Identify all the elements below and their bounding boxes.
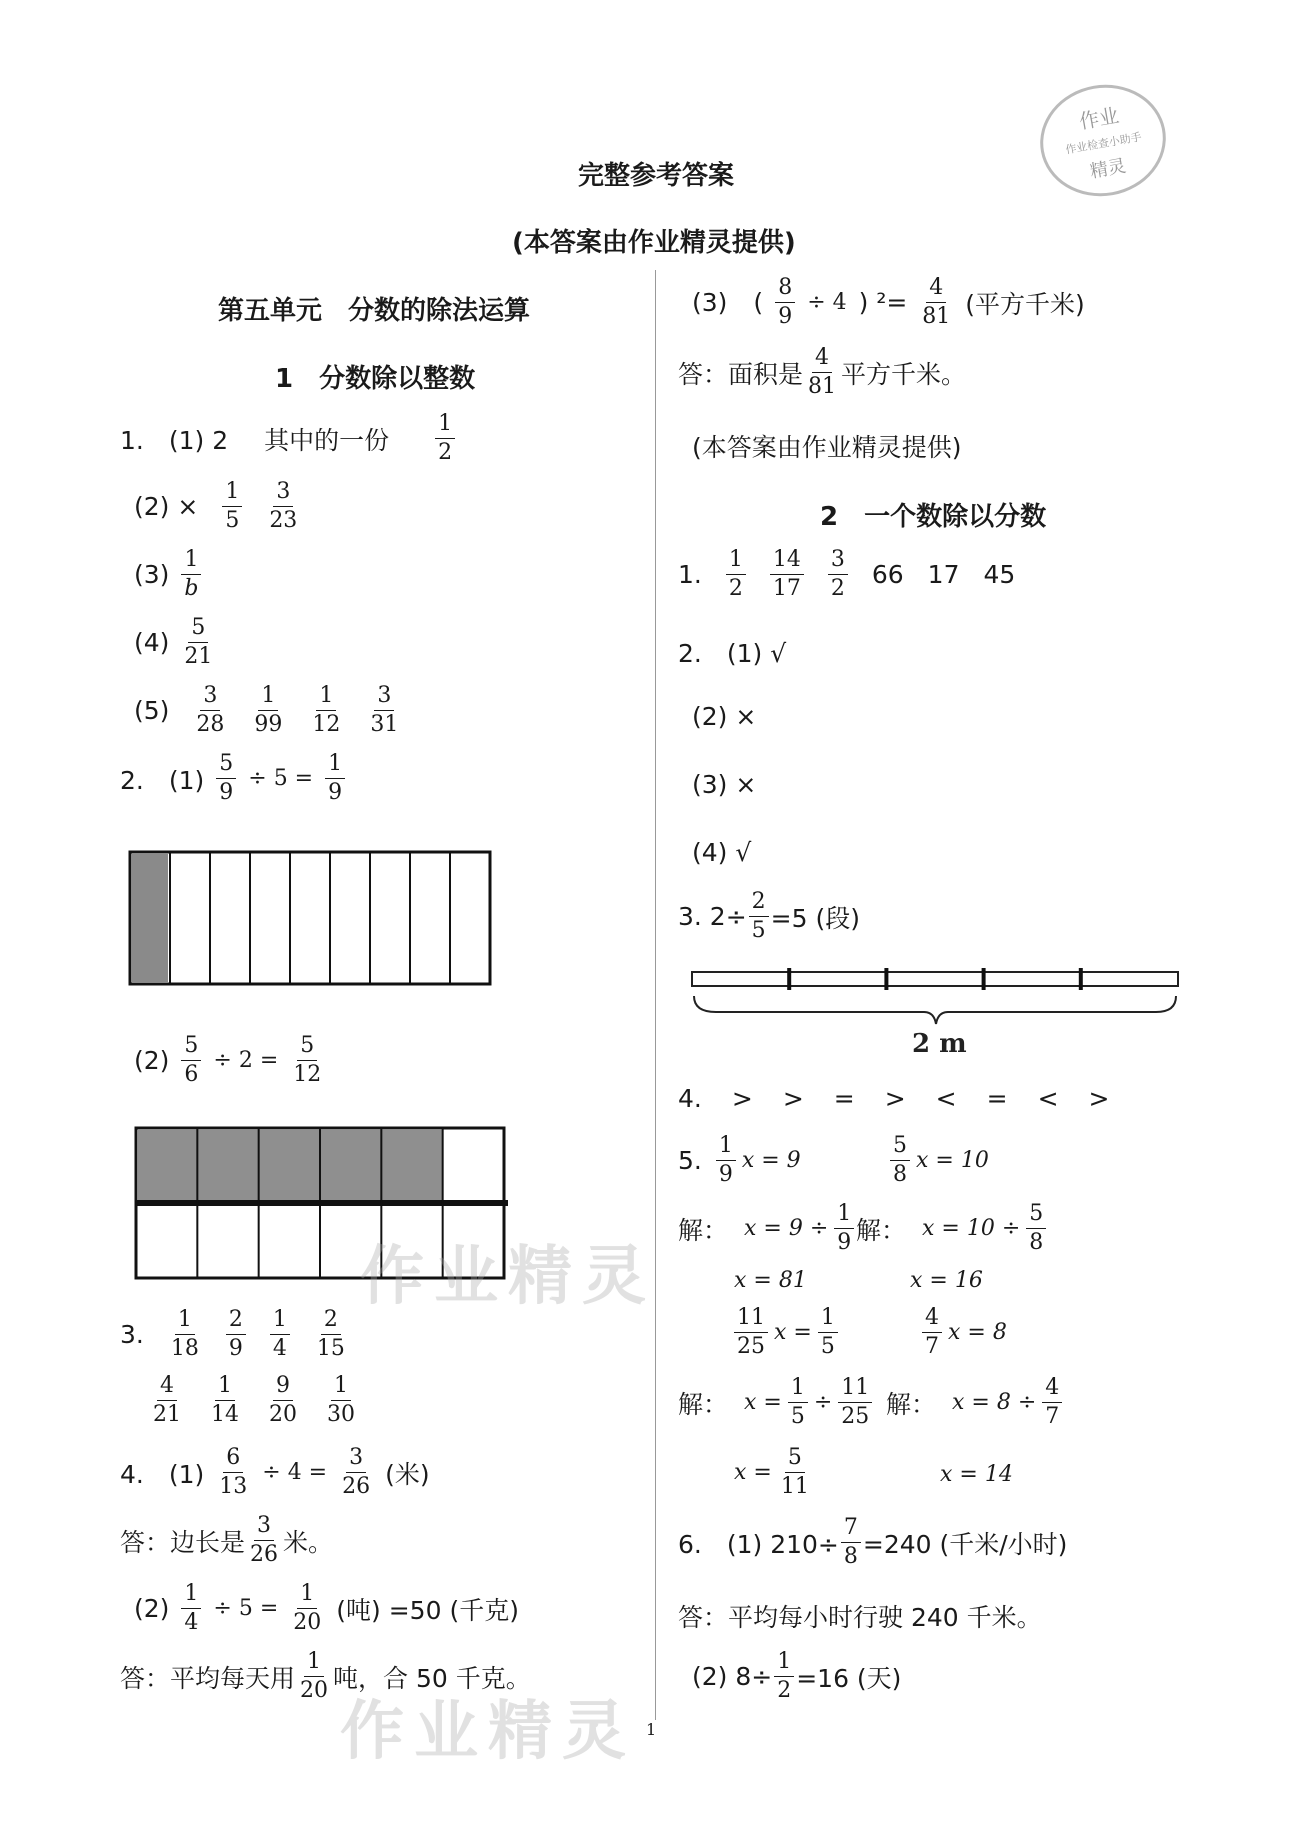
figure-outline xyxy=(130,852,490,984)
equation-text: 6. (1) 210÷ xyxy=(678,1529,839,1559)
conclusion-text: 答：面积是 xyxy=(678,359,804,389)
equation-text: =5 (段) xyxy=(770,903,860,933)
operator: ÷ 5 = xyxy=(213,1596,279,1622)
fraction: $\frac{1}{2}$ xyxy=(435,412,455,465)
conclusion-text: 答：边长是 xyxy=(120,1527,246,1557)
compare-sign: > xyxy=(782,1084,804,1113)
compare-sign: < xyxy=(1037,1084,1059,1113)
answer-2-2 xyxy=(134,1034,324,1087)
conclusion-text: 米。 xyxy=(283,1527,334,1557)
answer-2-2-prefix: (2) xyxy=(134,1046,170,1076)
fraction: $\frac{1}{9}$ xyxy=(325,752,345,805)
watermark: 作业精灵 xyxy=(360,1240,656,1314)
answer-r-1-prefix: 1. xyxy=(678,560,702,590)
figure-dividers xyxy=(170,852,450,984)
figure-segment-2m xyxy=(676,960,1196,1060)
answer-1-5 xyxy=(134,684,401,737)
fraction: $\frac{5}{6}$ xyxy=(181,1034,201,1087)
fraction: $\frac{3}{23}$ xyxy=(269,479,298,534)
answer-1-1-text: 其中的一份 xyxy=(264,425,390,455)
segment-bar xyxy=(692,972,1178,986)
unit-text: (米) xyxy=(385,1459,430,1489)
answer-r-3-prefix: (3) xyxy=(692,288,728,318)
fraction: $\frac{8}{9}$ xyxy=(775,276,795,329)
answer-r-6-1-conclusion: 答：平均每小时行驶 240 千米。 xyxy=(678,1603,1042,1632)
fraction: $\frac{1}{14}$ xyxy=(211,1373,239,1428)
operator: ÷ 2 = xyxy=(213,1048,279,1074)
figure-bar-ninths xyxy=(122,840,502,1000)
watermark: 作业精灵 xyxy=(340,1695,636,1769)
answer-r-6-1 xyxy=(678,1516,1067,1569)
answer-r-5-res-b: x = 16 xyxy=(910,1268,983,1293)
answer-4-1-prefix: 4. (1) xyxy=(120,1459,205,1489)
fraction: $\frac{1}{9}$ xyxy=(716,1134,736,1187)
answer-r-5-res-c xyxy=(734,1446,812,1499)
unit-text: (平方千米) xyxy=(965,289,1085,319)
answer-r-2-1: 2. (1) √ xyxy=(678,639,787,668)
answer-r-5-eq-a xyxy=(678,1134,801,1187)
fraction: $\frac{3}{26}$ xyxy=(250,1513,279,1568)
shaded-part xyxy=(132,854,168,982)
fraction: $\frac{14}{17}$ xyxy=(770,548,804,601)
answer-r-6-2 xyxy=(692,1650,901,1703)
answer-r-4 xyxy=(678,1084,1109,1113)
fraction: $\frac{9}{20}$ xyxy=(269,1373,297,1428)
fraction: $\frac{7}{8}$ xyxy=(841,1516,861,1569)
compare-sign: = xyxy=(986,1084,1008,1113)
compare-sign: > xyxy=(731,1084,753,1113)
number: 66 xyxy=(871,560,904,590)
fraction: $\frac{3}{31}$ xyxy=(370,683,399,738)
equation-text: x = 8 xyxy=(948,1320,1007,1346)
stamp-text-bottom: 精灵 xyxy=(1088,155,1128,183)
answer-r-4-prefix: 4. xyxy=(678,1084,702,1113)
answer-r-5-eq-d xyxy=(922,1306,1007,1359)
answer-1-4 xyxy=(134,616,215,669)
fraction: $\frac{3}{28}$ xyxy=(196,683,225,738)
answer-r-3-conclusion xyxy=(678,346,966,399)
fraction: $\frac{5}{9}$ xyxy=(216,752,236,805)
provider-note: (本答案由作业精灵提供) xyxy=(692,433,962,462)
segment-brace xyxy=(694,996,1176,1024)
compare-sign: > xyxy=(884,1084,906,1113)
answer-r-2-4: (4) √ xyxy=(692,838,752,867)
answer-r-3 xyxy=(692,276,1085,329)
answer-2-1-prefix: 2. (1) xyxy=(120,765,205,795)
answer-1-3-prefix: (3) xyxy=(134,560,170,590)
answer-1-5-prefix: (5) xyxy=(134,696,170,726)
answer-r-5-res-a: x = 81 xyxy=(734,1268,807,1293)
answer-1-3 xyxy=(134,548,202,601)
answer-1-2-prefix: (2) × xyxy=(134,492,199,522)
fraction: $\frac{11}{25}$ xyxy=(734,1306,768,1359)
number: 45 xyxy=(983,560,1016,590)
fraction: $\frac{1}{5}$ xyxy=(818,1306,838,1359)
answer-3-row2 xyxy=(150,1374,358,1427)
stamp-text-mid: 作业检查小助手 xyxy=(1064,130,1143,157)
solve-label: 解： xyxy=(678,1389,729,1419)
operator: ÷ 4 = xyxy=(262,1460,328,1486)
fraction: $\frac{1}{2}$ xyxy=(774,1650,794,1703)
answer-r-2-2: (2) × xyxy=(692,702,757,731)
answer-1-1 xyxy=(120,412,455,465)
answer-r-5-sol-d xyxy=(886,1376,1062,1429)
stamp-text-top: 作业 xyxy=(1077,103,1121,134)
answer-r-5-sol-b xyxy=(856,1202,1046,1255)
equation-text: x = xyxy=(734,1460,772,1486)
page-subtitle: (本答案由作业精灵提供) xyxy=(512,228,796,258)
answer-r-5-sol-c xyxy=(678,1376,872,1429)
fraction: $\frac{1}{20}$ xyxy=(293,1581,322,1636)
equation-text: x = xyxy=(774,1320,812,1346)
fraction: $\frac{1}{4}$ xyxy=(270,1308,290,1361)
paren: ( xyxy=(753,288,764,318)
fraction: $\frac{5}{12}$ xyxy=(293,1033,322,1088)
operator: ÷ 4 xyxy=(807,290,847,316)
fraction: $\frac{4}{7}$ xyxy=(1042,1376,1062,1429)
equation-text: =240 (千米/小时) xyxy=(862,1529,1068,1559)
solve-label: 解： xyxy=(886,1389,937,1419)
answer-4-1-conclusion xyxy=(120,1514,333,1567)
fraction: $\frac{3}{26}$ xyxy=(342,1445,371,1500)
fraction: $\frac{6}{13}$ xyxy=(219,1445,248,1500)
answer-r-5-eq-b xyxy=(890,1134,989,1187)
answer-r-5-eq-c xyxy=(734,1306,838,1359)
equation-text: x = 9 ÷ xyxy=(744,1216,829,1242)
fraction: $\frac{1}{2}$ xyxy=(726,548,746,601)
answer-4-2-prefix: (2) xyxy=(134,1594,170,1624)
answer-r-2-3: (3) × xyxy=(692,770,757,799)
fraction: $\frac{5}{11}$ xyxy=(780,1445,809,1500)
fraction: $\frac{2}{5}$ xyxy=(749,890,769,943)
fraction: $\frac{11}{25}$ xyxy=(838,1376,872,1429)
compare-sign: < xyxy=(935,1084,957,1113)
answer-r-5-res-d: x = 14 xyxy=(940,1462,1013,1487)
equation-text: (2) 8÷ xyxy=(692,1662,773,1692)
equation-text: x = 10 xyxy=(916,1148,989,1174)
fraction: $\frac{3}{2}$ xyxy=(828,548,848,601)
shaded-part xyxy=(138,1130,443,1202)
fraction: $\frac{4}{7}$ xyxy=(922,1306,942,1359)
fraction: $\frac{2}{9}$ xyxy=(226,1308,246,1361)
page-title: 完整参考答案 xyxy=(578,161,735,191)
fraction: $\frac{1}{b}$ xyxy=(181,548,201,601)
column-divider xyxy=(655,270,656,1720)
operator: ÷ 5 = xyxy=(248,766,314,792)
fraction: $\frac{1}{4}$ xyxy=(181,1582,201,1635)
fraction: $\frac{5}{8}$ xyxy=(890,1134,910,1187)
answer-3-prefix: 3. xyxy=(120,1320,144,1350)
conclusion-text: 答：平均每天用 xyxy=(120,1663,296,1693)
fraction: $\frac{4}{21}$ xyxy=(153,1373,181,1428)
equation-text: x = 10 ÷ xyxy=(922,1216,1021,1242)
equation-text: x = 8 ÷ xyxy=(952,1390,1037,1416)
answer-4-1 xyxy=(120,1446,430,1499)
fraction: $\frac{1}{5}$ xyxy=(788,1376,808,1429)
segment-label: 2 m xyxy=(912,1029,967,1059)
stamp-logo xyxy=(1031,75,1174,206)
equation-text: x = xyxy=(744,1390,782,1416)
conclusion-text: 吨，合 50 千克。 xyxy=(333,1663,531,1693)
number: 17 xyxy=(927,560,960,590)
fraction: $\frac{5}{8}$ xyxy=(1026,1202,1046,1255)
equation-text: =16 (天) xyxy=(796,1663,902,1693)
section-title-1: 1 分数除以整数 xyxy=(275,364,476,394)
equation-text: 3. 2÷ xyxy=(678,902,747,932)
answer-1-1-prefix: 1. (1) 2 xyxy=(120,425,229,455)
answer-1-2 xyxy=(134,480,300,533)
answer-r-5-prefix: 5. xyxy=(678,1146,702,1176)
equation-text: x = 9 xyxy=(741,1148,801,1174)
page-number: 1 xyxy=(646,1720,657,1739)
answer-r-3b xyxy=(678,890,860,943)
unit-title: 第五单元 分数的除法运算 xyxy=(218,296,531,326)
fraction: $\frac{5}{21}$ xyxy=(184,615,213,670)
answer-2-1 xyxy=(120,752,345,805)
fraction: $\frac{4}{81}$ xyxy=(808,345,837,400)
answer-3-row1 xyxy=(120,1308,348,1361)
fraction: $\frac{1}{9}$ xyxy=(834,1202,854,1255)
fraction: $\frac{1}{18}$ xyxy=(170,1307,199,1362)
answer-1-4-prefix: (4) xyxy=(134,628,170,658)
paren: ) ²= xyxy=(858,288,908,318)
fraction: $\frac{1}{99}$ xyxy=(254,683,283,738)
operator: ÷ xyxy=(813,1390,833,1416)
fraction: $\frac{2}{15}$ xyxy=(316,1307,345,1362)
compare-sign: = xyxy=(833,1084,855,1113)
fraction: $\frac{1}{30}$ xyxy=(327,1373,355,1428)
answer-r-1 xyxy=(678,548,1015,601)
fraction: $\frac{4}{81}$ xyxy=(922,275,951,330)
conclusion-text: 平方千米。 xyxy=(841,359,967,389)
fraction: $\frac{1}{5}$ xyxy=(222,480,242,533)
answer-4-2 xyxy=(134,1582,519,1635)
answer-r-5-sol-a xyxy=(678,1202,854,1255)
compare-sign: > xyxy=(1088,1084,1110,1113)
solve-label: 解： xyxy=(856,1215,907,1245)
section-title-2: 2 一个数除以分数 xyxy=(820,502,1047,532)
fraction: $\frac{1}{12}$ xyxy=(312,683,341,738)
unit-text: (吨) =50 (千克) xyxy=(336,1595,519,1625)
solve-label: 解： xyxy=(678,1215,729,1245)
fraction: $\frac{1}{20}$ xyxy=(300,1649,329,1704)
